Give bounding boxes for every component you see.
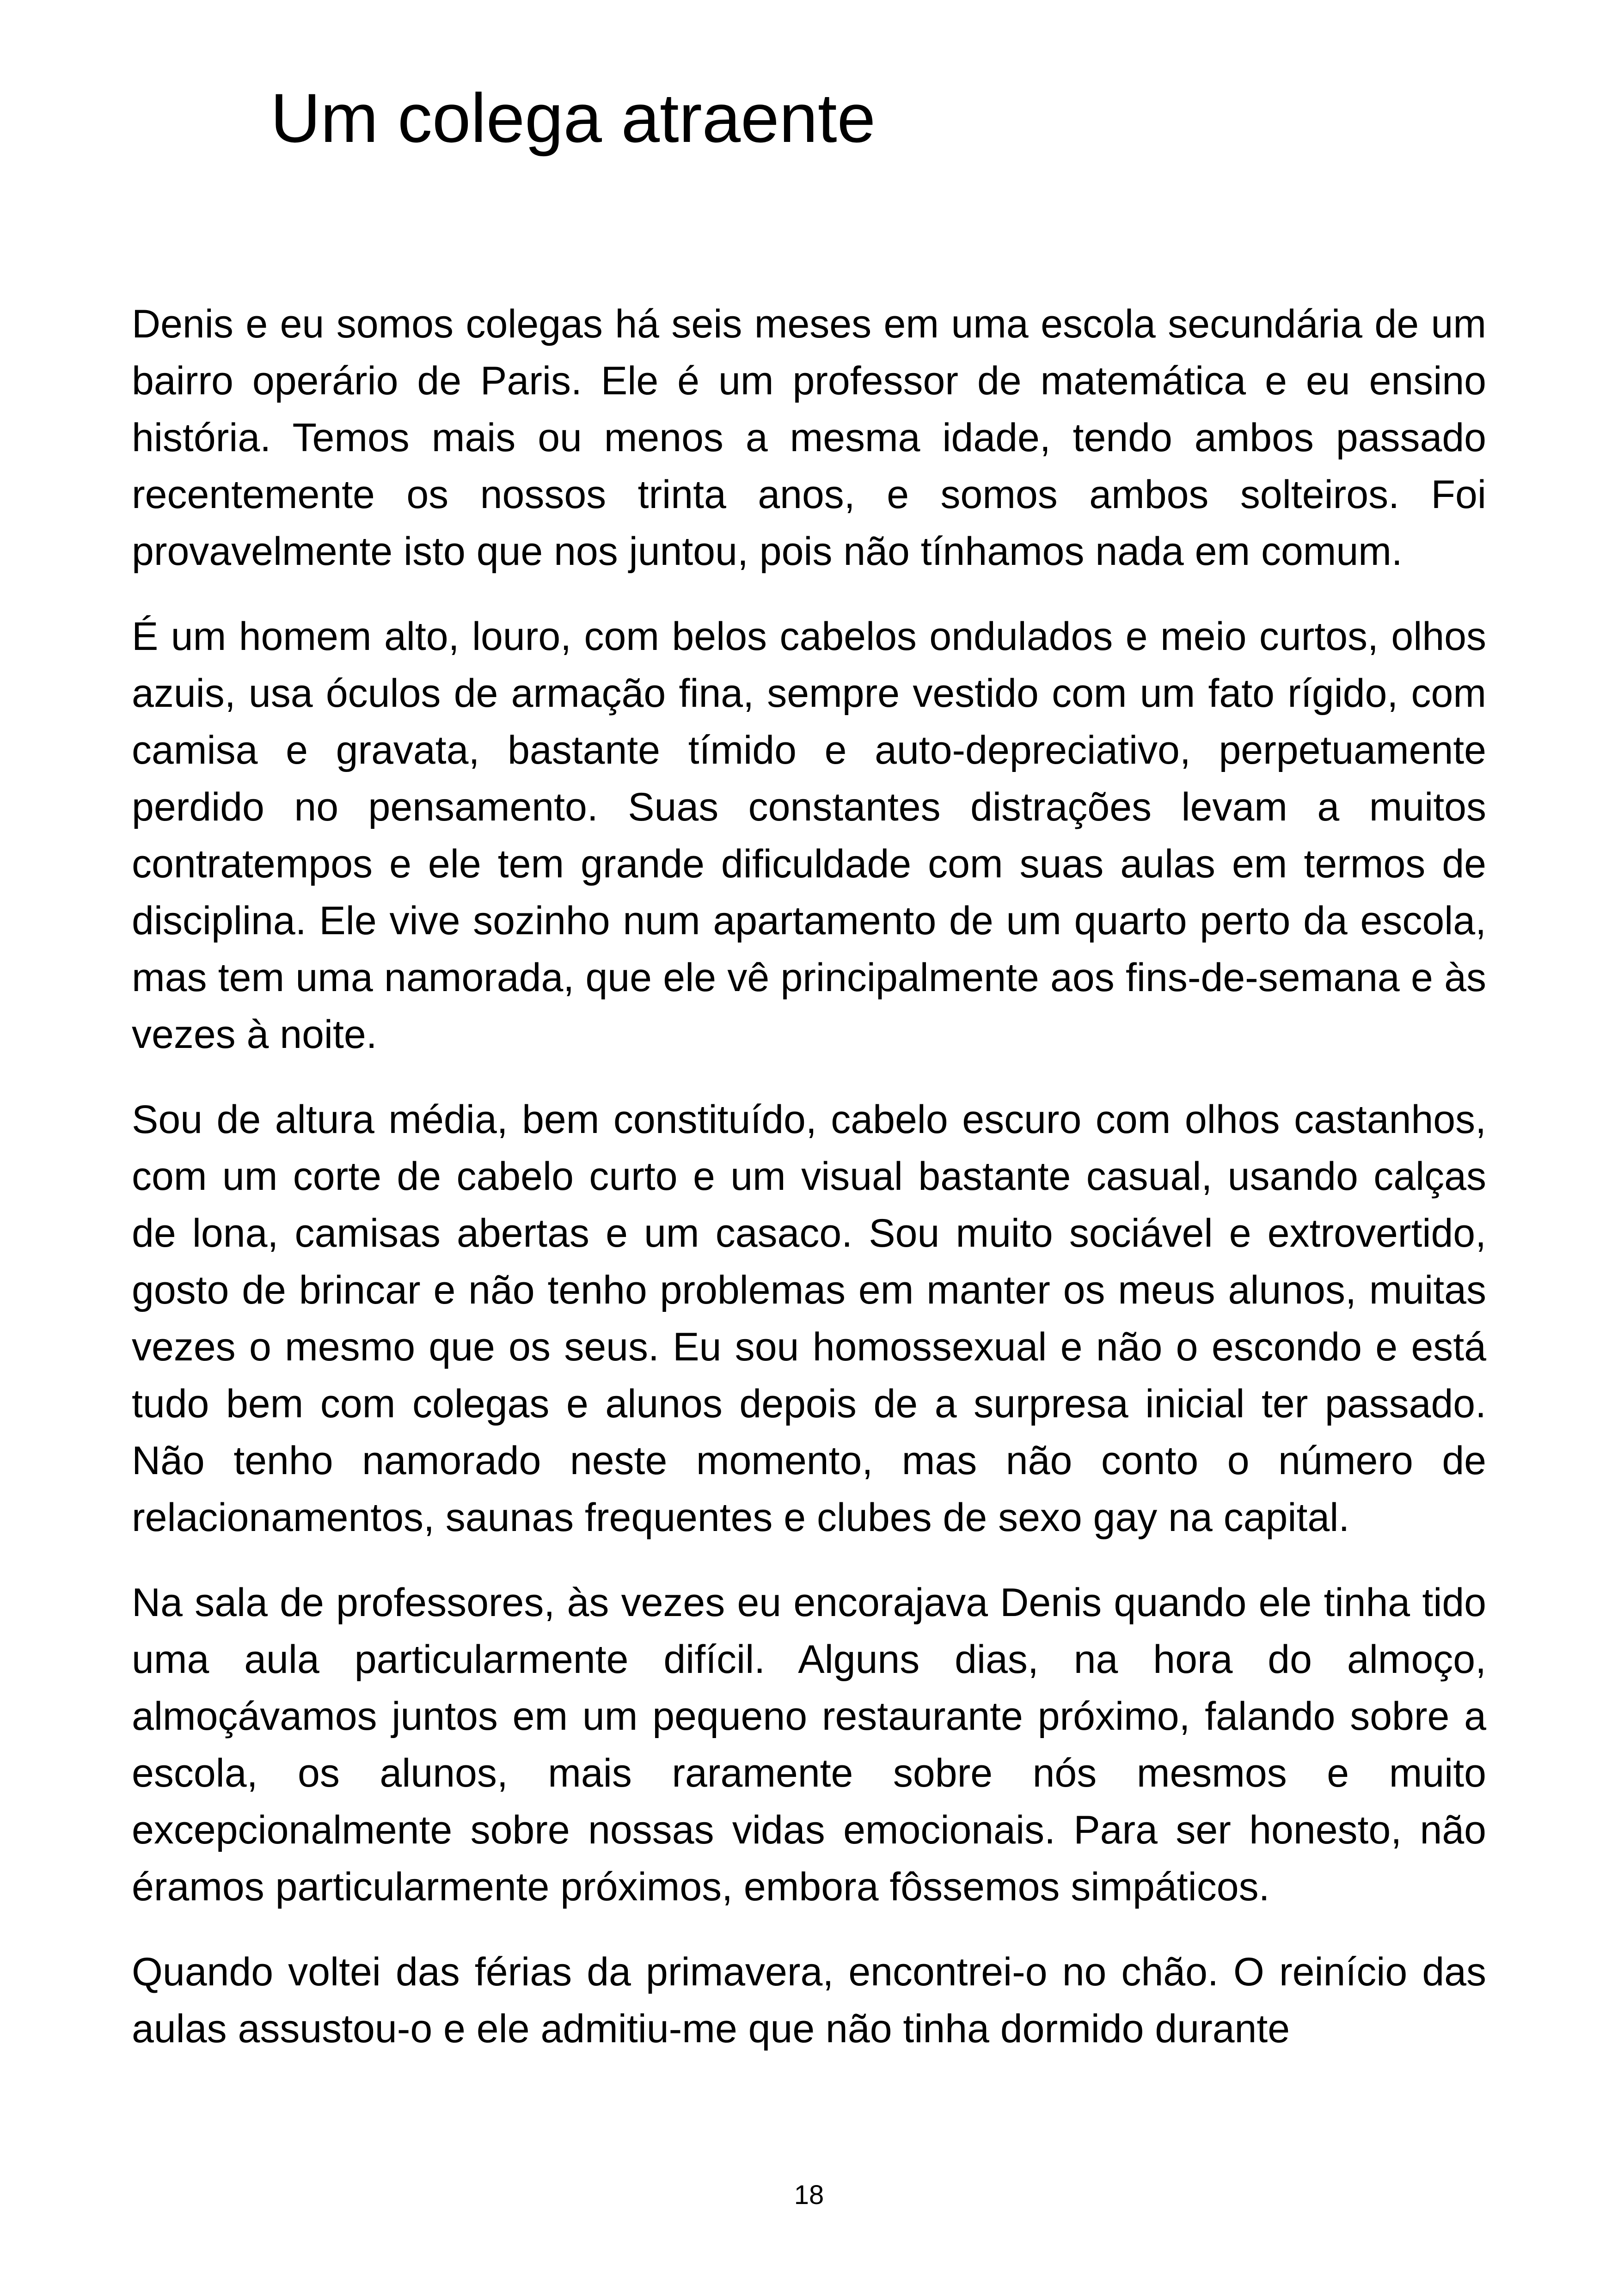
paragraph-3: Sou de altura média, bem constituído, cabelo escuro com olhos castanhos, com um corte de cabelo curto e um visual bastante casual, usando calças de lona, camisas abertas e um casaco. Sou muito sociável e extrovertido, gosto de brincar e não tenho problemas em manter os meus alunos, muitas vezes o mesmo que os seus. Eu sou homossexual e não o escondo e está tudo bem com colegas e alunos depois de a surpresa inicial ter passado. Não tenho namorado neste momento, mas não conto o número de relacionamentos, saunas frequentes e clubes de sexo gay na capital.: [132, 1097, 1486, 1540]
paragraph-4: Na sala de professores, às vezes eu encorajava Denis quando ele tinha tido uma aula particularmente difícil. Alguns dias, na hora do almoço, almoçávamos juntos em um pequeno restaurante próximo, falando sobre a escola, os alunos, mais raramente sobre nós mesmos e muito excepcionalmente sobre nossas vidas emocionais. Para ser honesto, não éramos particularmente próximos, embora fôssemos simpáticos.: [132, 1580, 1486, 1909]
chapter-title: Um colega atraente: [270, 79, 876, 157]
paragraph-2: É um homem alto, louro, com belos cabelos ondulados e meio curtos, olhos azuis, usa óculos de armação fina, sempre vestido com um fato rígido, com camisa e gravata, bastante tímido e auto-depreciativo, perpetuamente perdido no pensamento. Suas constantes distrações levam a muitos contratempos e ele tem grande dificuldade com suas aulas em termos de disciplina. Ele vive sozinho num apartamento de um quarto perto da escola, mas tem uma namorada, que ele vê principalmente aos fins-de-semana e às vezes à noite.: [132, 614, 1486, 1057]
page-number: 18: [794, 2180, 824, 2210]
body-text: [132, 296, 1486, 2086]
paragraph-5: Quando voltei das férias da primavera, encontrei-o no chão. O reinício das aulas assustou-o e ele admitiu-me que não tinha dormido durante: [132, 1950, 1486, 2051]
paragraph-1: Denis e eu somos colegas há seis meses em uma escola secundária de um bairro operário de Paris. Ele é um professor de matemática e eu ensino história. Temos mais ou menos a mesma idade, tendo ambos passado recentemente os nossos trinta anos, e somos ambos solteiros. Foi provavelmente isto que nos juntou, pois não tínhamos nada em comum.: [132, 302, 1486, 574]
